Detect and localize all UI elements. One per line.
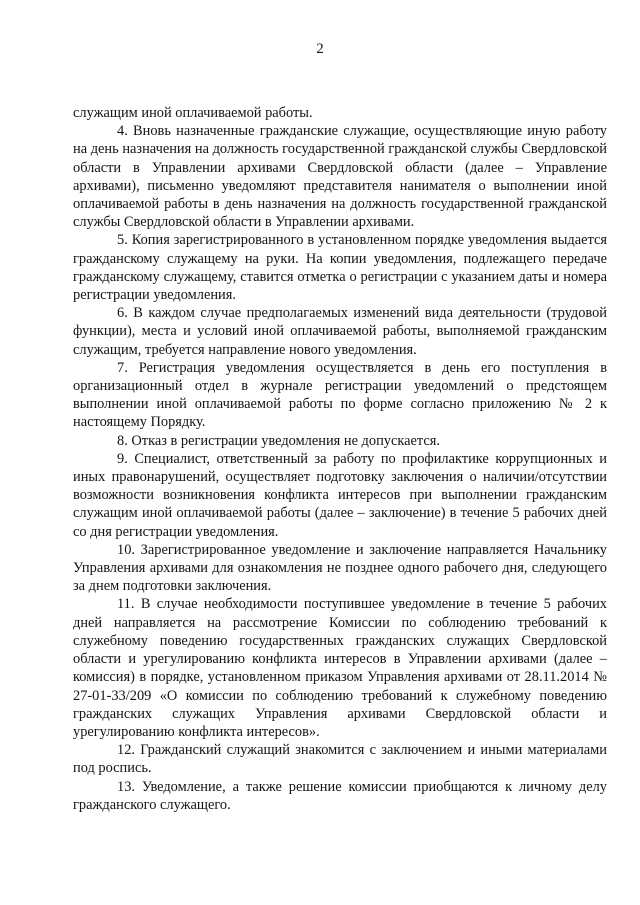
- page-number: 2: [316, 41, 324, 57]
- paragraph-item-10: 10. Зарегистрированное уведомление и заключение направляется Начальнику Управления архивами для ознакомления не позднее одного рабочего дня, следующего за днем подготовки заключения.: [73, 541, 607, 595]
- paragraph-continuation: служащим иной оплачиваемой работы.: [73, 105, 313, 121]
- paragraph-item-11: 11. В случае необходимости поступившее уведомление в течение 5 рабочих дней направляется на рассмотрение Комиссии по соблюдению требований к служебному поведению государственных гражданских служащих Свердловской области и урегулированию конфликта интересов в Управлении архивами (далее – комиссия) в порядке, установленном приказом Управления архивами от 28.11.2014 № 27-01-33/209 «О комиссии по соблюдению требований к служебному поведению гражданских служащих Управления архивами Свердловской области и урегулированию конфликта интересов».: [73, 596, 607, 740]
- document-body: [73, 104, 607, 814]
- paragraph-item-4: 4. Вновь назначенные гражданские служащие, осуществляющие иную работу на день назначения на должность государственной гражданской службы Свердловской области в Управлении архивами Свердловской области (далее – Управление архивами), письменно уведомляют представителя нанимателя о выполнении иной оплачиваемой работы в день назначения на должность государственной гражданской службы Свердловской области в Управлении архивами.: [73, 123, 607, 231]
- paragraph-item-8: 8. Отказ в регистрации уведомления не допускается.: [117, 432, 440, 449]
- paragraph-item-12: 12. Гражданский служащий знакомится с заключением и иными материалами под роспись.: [73, 742, 607, 777]
- paragraph-item-9: 9. Специалист, ответственный за работу по профилактике коррупционных и иных правонарушений, осуществляет подготовку заключения о наличии/отсутствии возможности возникновения конфликта интересов при выполнении гражданским служащим иной оплачиваемой работы (далее – заключение) в течение 5 рабочих дней со дня регистрации уведомления.: [73, 450, 607, 540]
- paragraph-item-6: 6. В каждом случае предполагаемых изменений вида деятельности (трудовой функции), места и условий иной оплачиваемой работы, выполняемой гражданским служащим, требуется направление нового уведомления.: [73, 305, 607, 358]
- paragraph-item-7: 7. Регистрация уведомления осуществляется в день его поступления в организационный отдел в журнале регистрации уведомлений о предстоящем выполнении иной оплачиваемой работы по форме согласно приложению № 2 к настоящему Порядку.: [73, 359, 607, 431]
- paragraph-item-13: 13. Уведомление, а также решение комиссии приобщаются к личному делу гражданского служащего.: [73, 778, 607, 813]
- paragraph-item-5: 5. Копия зарегистрированного в установленном порядке уведомления выдается гражданскому служащему на руки. На копии уведомления, подлежащего передаче гражданскому служащему, ставится отметка о регистрации с указанием даты и номера регистрации уведомления.: [73, 232, 607, 304]
